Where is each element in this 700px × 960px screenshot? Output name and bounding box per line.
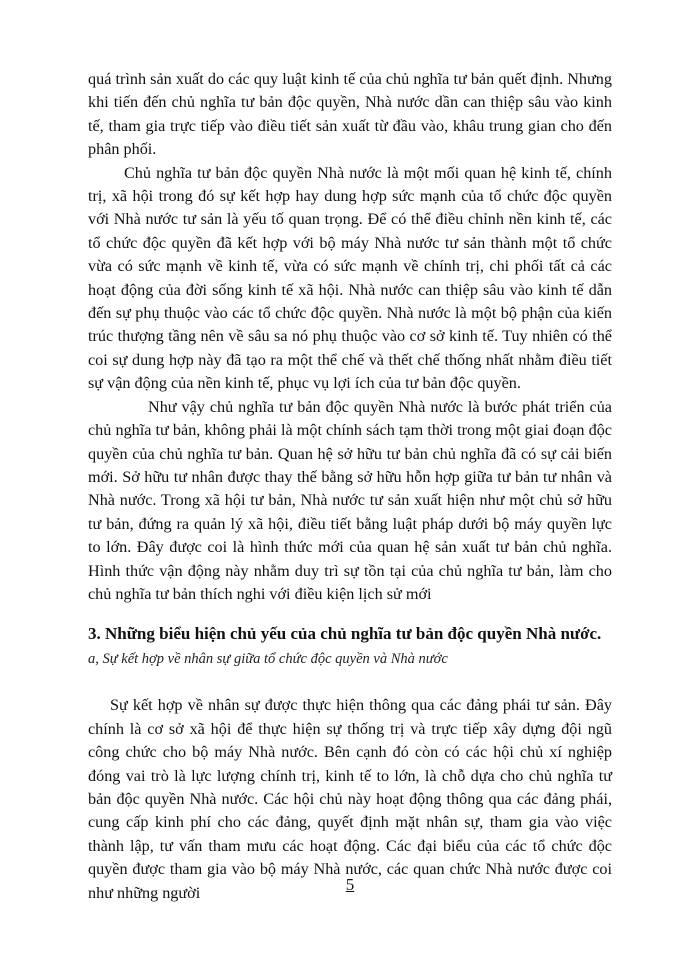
document-page — [88, 68, 612, 905]
paragraph-2: Chủ nghĩa tư bản độc quyền Nhà nước là một mối quan hệ kinh tế, chính trị, xã hội trong đó sự kết hợp hay dung hợp sức mạnh của tổ chức độc quyền với Nhà nước tư sản là yếu tố quan trọng. Để có thể điều chỉnh nền kinh tế, các tổ chức độc quyền đã kết hợp với bộ máy Nhà nước tư sản thành một tổ chức vừa có sức mạnh về kinh tế, vừa có sức mạnh về chính trị, chi phối tất cả các hoạt động của đời sống kinh tế xã hội. Nhà nước can thiệp sâu vào kinh tế dẫn đến sự phụ thuộc vào các tổ chức độc quyền. Nhà nước là một bộ phận của kiến trúc thượng tầng nên về sâu sa nó phụ thuộc vào cơ sở kinh tế. Tuy nhiên có thể coi sự dung hợp này đã tạo ra một thể chế và thết chế thống nhất nhằm điều tiết sự vận động của nền kinh tế, phục vụ lợi ích của tư bản độc quyền. — [88, 163, 612, 393]
paragraph-1: quá trình sản xuất do các quy luật kinh tế của chủ nghĩa tư bản quết định. Nhưng khi tiến đến chủ nghĩa tư bản độc quyền, Nhà nước dần can thiệp sâu vào kinh tế, tham gia trực tiếp vào điều tiết sản xuất từ đầu vào, khâu trung gian cho đến phân phối. — [88, 70, 612, 159]
subsection-heading: a, Sự kết hợp về nhân sự giữa tổ chức độc quyền và Nhà nước — [88, 651, 448, 668]
paragraph-3: Như vậy chủ nghĩa tư bản độc quyền Nhà nước là bước phát triển của chủ nghĩa tư bản, không phải là một chính sách tạm thời trong một giai đoạn độc quyền của chủ nghĩa tư bản. Quan hệ sở hữu tư bản chủ nghĩa đã có sự cải biến mới. Sở hữu tư nhân được thay thế bằng sở hữu hỗn hợp giữa tư bản tư nhân và Nhà nước. Trong xã hội tư bản, Nhà nước tư sản xuất hiện như một chủ sở hữu tư bản, đứng ra quản lý xã hội, điều tiết bằng luật pháp dưới bộ máy quyền lực to lớn. Đây được coi là hình thức mới của quan hệ sản xuất tư bản chủ nghĩa. Hình thức vận động này nhằm duy trì sự tồn tại của chủ nghĩa tư bản, làm cho chủ nghĩa tư bản thích nghi với điều kiện lịch sử mới — [88, 397, 612, 603]
section-heading: 3. Những biểu hiện chủ yếu của chủ nghĩa tư bản độc quyền Nhà nước. — [88, 624, 602, 644]
page-number-label: 5 — [345, 875, 355, 894]
page-number — [0, 875, 700, 895]
section-paragraph: Sự kết hợp về nhân sự được thực hiện thông qua các đảng phái tư sản. Đây chính là cơ sở xã hội để thực hiện sự thống trị và trực tiếp xây dựng đội ngũ công chức cho bộ máy Nhà nước. Bên cạnh đó còn có các hội chủ xí nghiệp đóng vai trò là lực lượng chính trị, kinh tế to lớn, là chỗ dựa cho chủ nghĩa tư bản độc quyền Nhà nước. Các hội chủ này hoạt động thông qua các đảng phái, cung cấp kinh phí cho các đảng, quyết định mặt nhân sự, tham gia vào việc thành lập, tư vấn tham mưu các hoạt động. Các đại biểu của các tổ chức độc quyền được tham gia vào bộ máy Nhà nước, các quan chức Nhà nước được coi như những người — [88, 696, 612, 902]
